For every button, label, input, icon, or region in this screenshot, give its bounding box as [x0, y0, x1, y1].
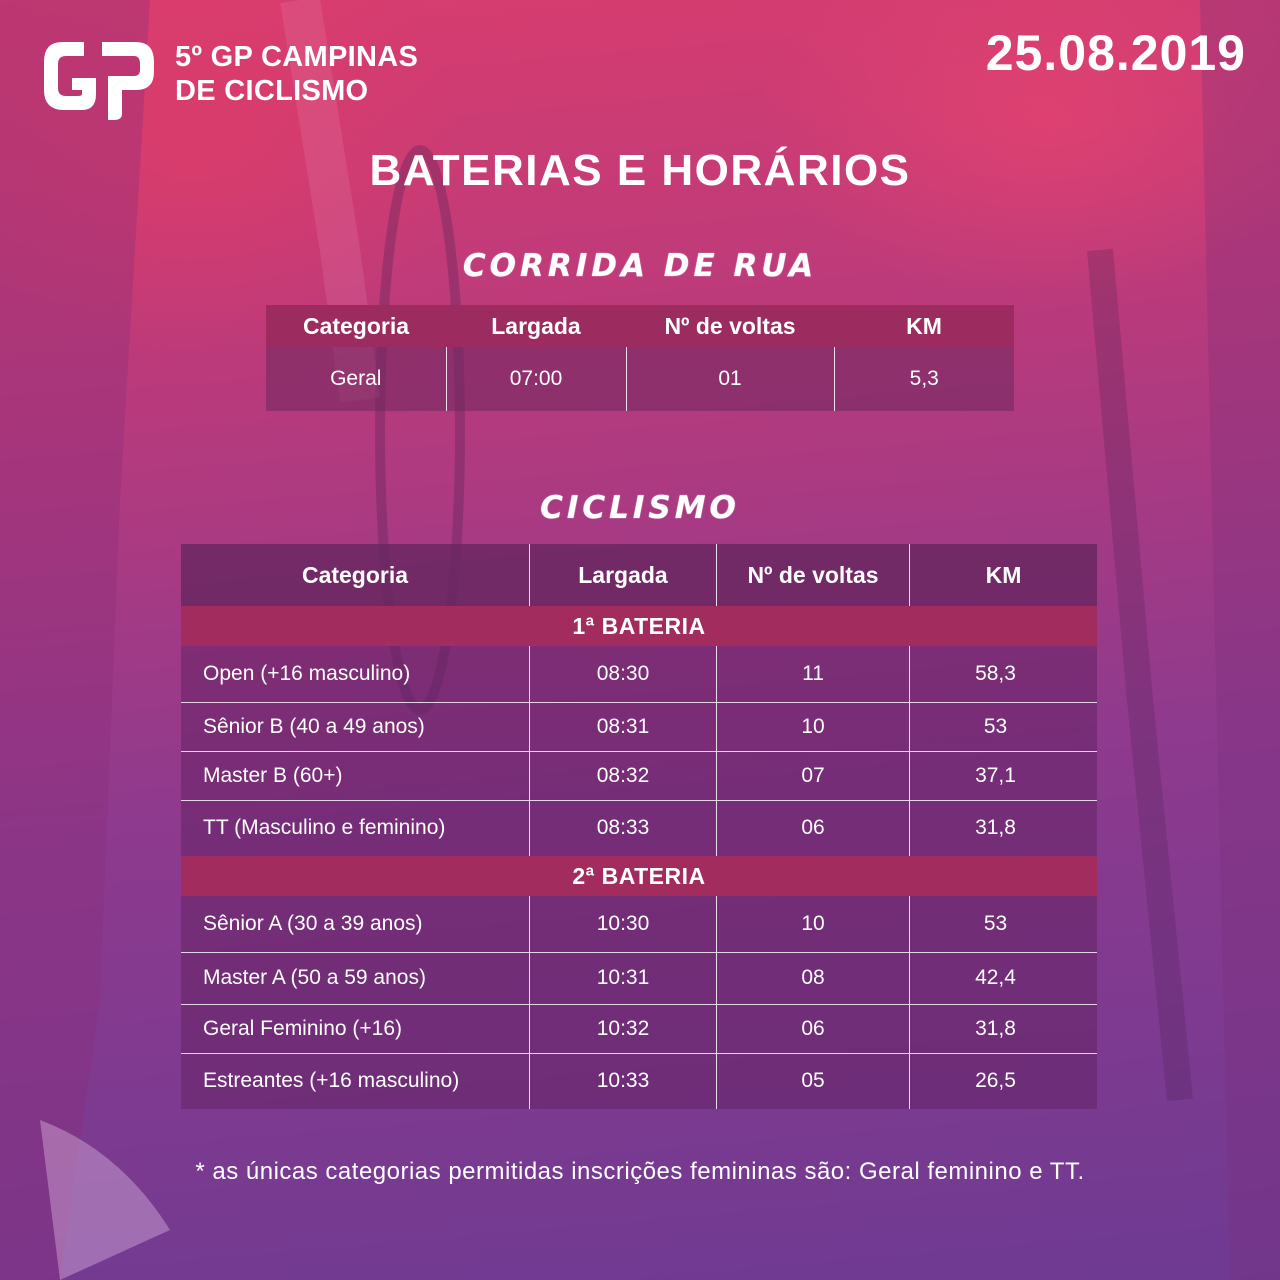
header-largada: Largada: [446, 305, 626, 347]
cell-km: 53: [910, 896, 1098, 952]
cell-categoria: Sênior A (30 a 39 anos): [203, 911, 423, 935]
bateria-2-row: [181, 856, 1097, 896]
cell-categoria: TT (Masculino e feminino): [181, 800, 530, 856]
cell-km: 58,3: [910, 646, 1098, 702]
cell-categoria: Open (+16 masculino): [203, 661, 411, 685]
bateria-1-row: [181, 606, 1097, 646]
cell-km: 37,1: [910, 751, 1098, 800]
cell-largada: 08:32: [530, 751, 717, 800]
cell-largada: 10:33: [530, 1053, 717, 1109]
corrida-section-title: CORRIDA DE RUA: [462, 248, 818, 284]
cell-km: 53: [910, 702, 1098, 751]
event-date: 25.08.2019: [985, 25, 1246, 81]
header-voltas: Nº de voltas: [626, 305, 834, 347]
table-row: [181, 702, 1097, 751]
bateria-2-label: 2ª BATERIA: [181, 856, 1097, 896]
ciclismo-header-row: [181, 544, 1097, 606]
event-title: [175, 40, 418, 108]
cell-categoria: Sênior B (40 a 49 anos): [181, 702, 530, 751]
bateria-1-label: 1ª BATERIA: [181, 606, 1097, 646]
cell-categoria: Master B (60+): [181, 751, 530, 800]
corrida-table: [266, 305, 1014, 411]
table-row: [181, 896, 1097, 952]
header-categoria: Categoria: [266, 305, 446, 347]
table-row: [181, 800, 1097, 856]
cell-km: 26,5: [910, 1053, 1098, 1109]
cell-largada: 08:33: [530, 800, 717, 856]
header-km: KM: [910, 544, 1098, 606]
cell-largada: 08:31: [530, 702, 717, 751]
cell-voltas: 08: [717, 952, 910, 1004]
table-row: [181, 1004, 1097, 1053]
ciclismo-section-title: CICLISMO: [540, 490, 740, 526]
cell-largada: 10:32: [530, 1004, 717, 1053]
cell-km: 5,3: [834, 347, 1014, 411]
table-row: [266, 347, 1014, 411]
cell-voltas: 01: [626, 347, 834, 411]
cell-voltas: 06: [717, 1004, 910, 1053]
cell-voltas: 10: [717, 896, 910, 952]
header-largada: Largada: [530, 544, 717, 606]
cell-voltas: 11: [717, 646, 910, 702]
cell-largada: 10:31: [530, 952, 717, 1004]
cell-categoria: Geral Feminino (+16): [181, 1004, 530, 1053]
cell-voltas: 10: [717, 702, 910, 751]
cell-voltas: 06: [717, 800, 910, 856]
event-title-line2: DE CICLISMO: [175, 75, 369, 107]
cell-largada: 07:00: [446, 347, 626, 411]
cell-voltas: 07: [717, 751, 910, 800]
cell-largada: 08:30: [530, 646, 717, 702]
corrida-header-row: [266, 305, 1014, 347]
cell-km: 42,4: [910, 952, 1098, 1004]
cell-voltas: 05: [717, 1053, 910, 1109]
event-title-line1: 5º GP CAMPINAS: [175, 41, 419, 73]
header-categoria: Categoria: [181, 544, 530, 606]
table-row: [181, 952, 1097, 1004]
page-title: BATERIAS E HORÁRIOS: [369, 146, 911, 195]
table-row: [181, 646, 1097, 702]
cell-km: 31,8: [910, 800, 1098, 856]
ciclismo-table: [181, 544, 1097, 1109]
cell-categoria: Geral: [330, 367, 382, 390]
gp-logo: [38, 32, 160, 122]
table-row: [181, 751, 1097, 800]
table-row: [181, 1053, 1097, 1109]
footnote: * as únicas categorias permitidas inscrições femininas são: Geral feminino e TT.: [195, 1158, 1085, 1185]
header-voltas: Nº de voltas: [717, 544, 910, 606]
cell-largada: 10:30: [530, 896, 717, 952]
header-km: KM: [834, 305, 1014, 347]
cell-categoria: Estreantes (+16 masculino): [181, 1053, 530, 1109]
cell-km: 31,8: [910, 1004, 1098, 1053]
cell-categoria: Master A (50 a 59 anos): [181, 952, 530, 1004]
